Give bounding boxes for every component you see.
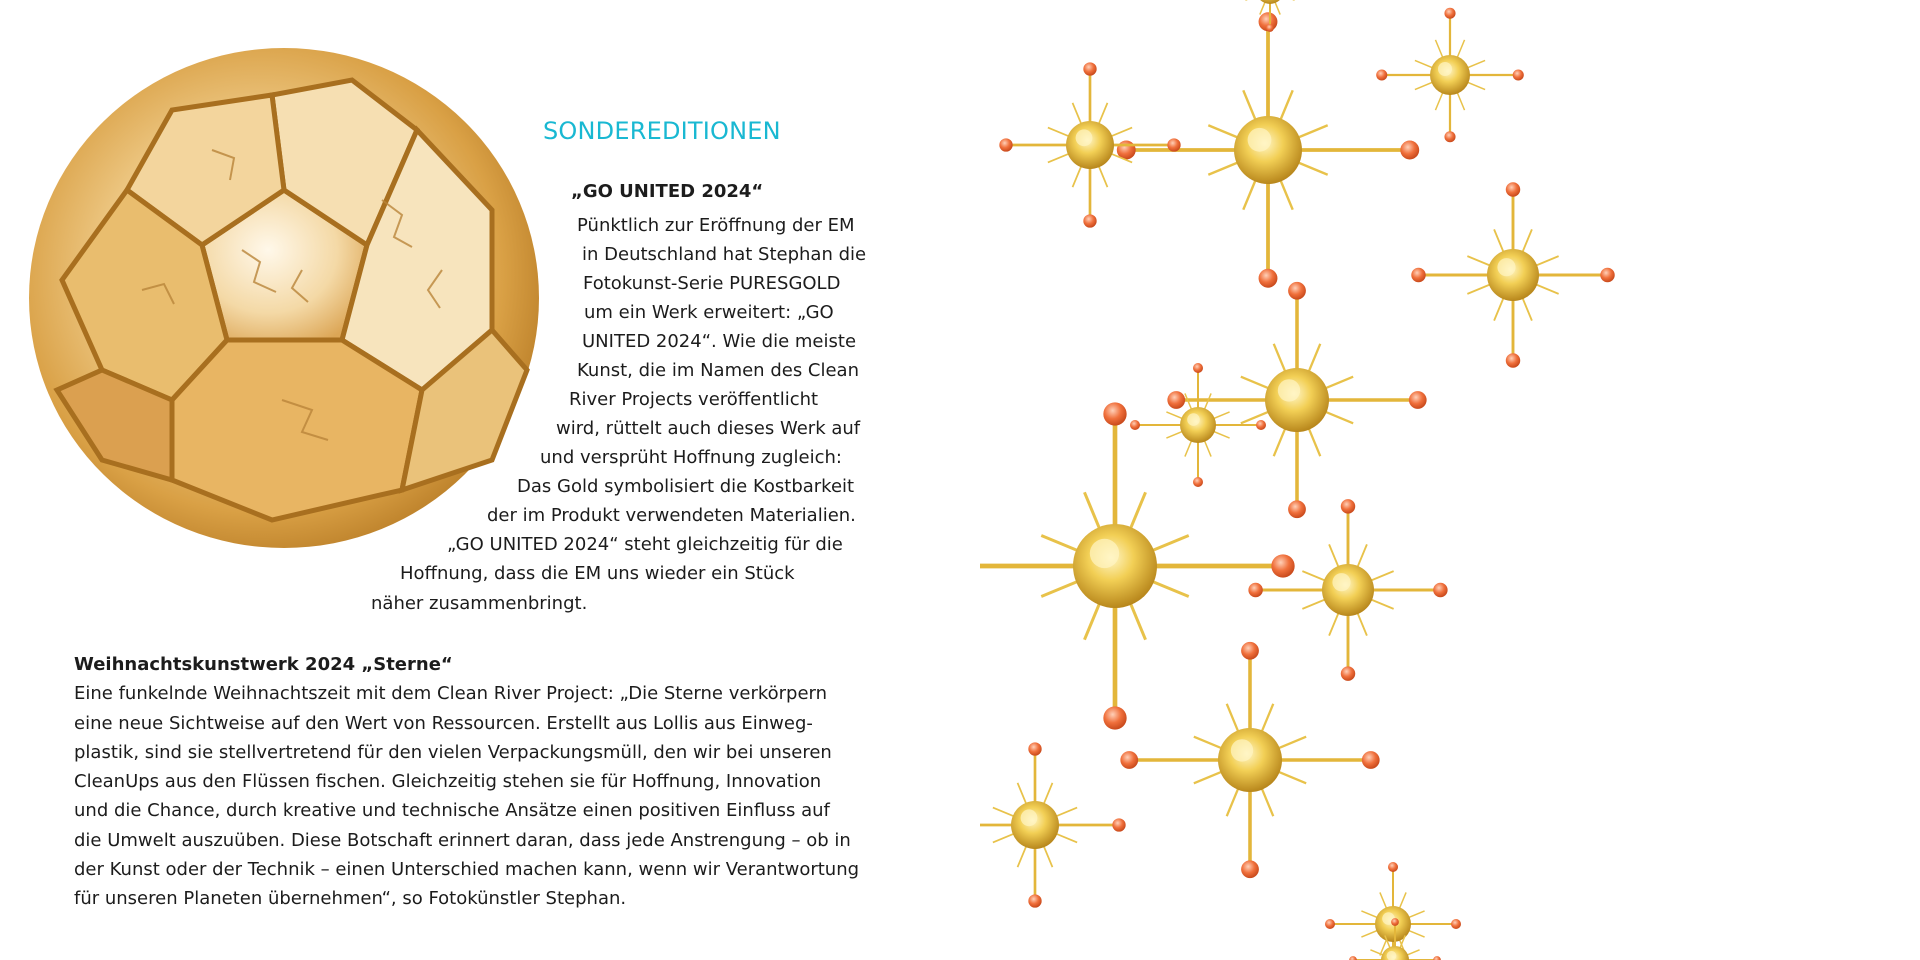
golden-star bbox=[1248, 499, 1447, 681]
paragraph-line: Fotokunst-Serie PURESGOLD bbox=[583, 273, 841, 294]
section-title: SONDEREDITIONEN bbox=[543, 117, 781, 145]
article-heading: „GO UNITED 2024“ bbox=[571, 181, 764, 202]
golden-star bbox=[1376, 8, 1524, 143]
paragraph-line: die Umwelt auszuüben. Diese Botschaft erinnert daran, dass jede Anstrengung – ob in bbox=[74, 829, 851, 851]
golden-star bbox=[1130, 363, 1266, 487]
paragraph-line: und versprüht Hoffnung zugleich: bbox=[540, 447, 842, 468]
paragraph-line: plastik, sind sie stellvertretend für den vielen Verpackungsmüll, den wir bei unseren bbox=[74, 741, 832, 763]
golden-football-image bbox=[22, 40, 550, 560]
paragraph-line: eine neue Sichtweise auf den Wert von Ressourcen. Erstellt aus Lollis aus Einweg- bbox=[74, 712, 813, 734]
golden-star bbox=[980, 742, 1126, 907]
golden-star bbox=[1120, 642, 1379, 878]
paragraph-line: Hoffnung, dass die EM uns wieder ein Stück bbox=[400, 563, 795, 584]
article-sterne bbox=[74, 650, 874, 914]
paragraph-line: UNITED 2024“. Wie die meiste bbox=[582, 331, 857, 352]
golden-star bbox=[1325, 862, 1461, 960]
paragraph-line: Pünktlich zur Eröffnung der EM bbox=[577, 215, 855, 236]
paragraph-line: für unseren Planeten übernehmen“, so Fotokünstler Stephan. bbox=[74, 888, 627, 910]
golden-star bbox=[999, 62, 1180, 227]
golden-star bbox=[1224, 0, 1316, 32]
golden-star bbox=[980, 402, 1295, 729]
paragraph-line: Das Gold symbolisiert die Kostbarkeit bbox=[517, 476, 855, 497]
golden-star bbox=[1117, 12, 1419, 287]
golden-star bbox=[1167, 282, 1426, 518]
paragraph-line: „GO UNITED 2024“ steht gleichzeitig für die bbox=[447, 534, 843, 555]
paragraph-line: um ein Werk erweitert: „GO bbox=[584, 302, 834, 323]
article-heading: Weihnachtskunstwerk 2024 „Sterne“ bbox=[74, 654, 453, 675]
paragraph-line: der Kunst oder der Technik – einen Unterschied machen kann, wenn wir Verantwortung bbox=[74, 859, 860, 881]
paragraph-line: CleanUps aus den Flüssen fischen. Gleichzeitig stehen sie für Hoffnung, Innovation bbox=[74, 771, 822, 793]
paragraph-line: Kunst, die im Namen des Clean bbox=[577, 360, 859, 381]
paragraph-line: in Deutschland hat Stephan die bbox=[582, 244, 867, 265]
paragraph-line: wird, rüttelt auch dieses Werk auf bbox=[556, 418, 861, 439]
paragraph-line: River Projects veröffentlicht bbox=[569, 389, 819, 410]
paragraph-line: näher zusammenbringt. bbox=[371, 593, 588, 614]
paragraph-line: und die Chance, durch kreative und technische Ansätze einen positiven Einfluss auf bbox=[74, 800, 830, 822]
paragraph-line: der im Produkt verwendeten Materialien. bbox=[487, 505, 856, 526]
golden-stars-image bbox=[980, 0, 1920, 960]
paragraph-line: Eine funkelnde Weihnachtszeit mit dem Clean River Project: „Die Sterne verkörpern bbox=[74, 683, 828, 705]
golden-star bbox=[1411, 182, 1614, 367]
